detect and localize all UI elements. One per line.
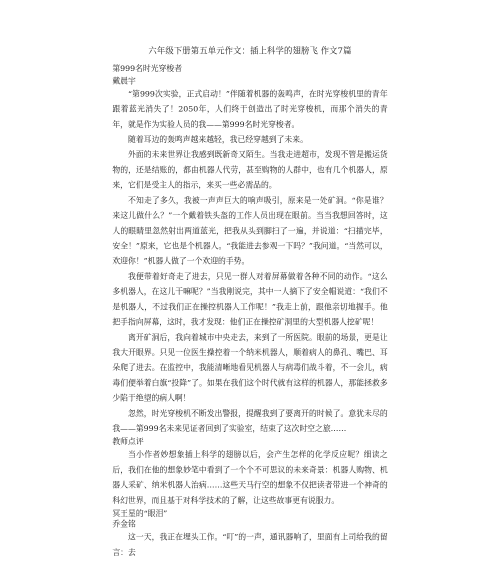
story1-paragraph-3: 外面的未来世界让我感到既新奇又陌生。当我走进超市，发现不管是搬运货物的，还是结账的，都由机器人代劳，甚至购物的人群中，也有几个机器人，原来，它们是受主人的指示，来买一些必需品的。 bbox=[112, 149, 388, 190]
document-page bbox=[69, 0, 431, 558]
story1-paragraph-6: 离开矿洞后，我向着城市中央走去，来到了一所医院。眼前的场景，更是让我大开眼界。只见一位医生操控着一个纳米机器人，顺着病人的鼻孔、嘴巴、耳朵爬了进去。在监控中，我能清晰地看见机器人与病毒们战斗着，不一会儿，病毒们便举着白旗“投降”了。如果在我们这个时代就有这样的机器人，那能拯救多少陷于绝望的病人啊！ bbox=[112, 332, 388, 403]
story1-author: 戴晨宇 bbox=[112, 76, 136, 86]
story1-paragraph-7: 忽然，时光穿梭机不断发出警报，提醒我到了要离开的时候了。意犹未尽的我——第999名未来见证者回到了实验室，结束了这次时空之旅…… bbox=[112, 408, 388, 434]
story1-paragraph-5: 我便带着好奇走了进去，只见一群人对着屏幕做着各种不同的动作。“这么多机器人，在这儿干嘛呢？”当我刚说完，其中一人摘下了安全帽说道：“我们不是机器人，不过我们正在操控机器人工作呢！”我走上前，跟他亲切地握手。他把手指向屏幕，这时，我才发现：他们正在操控矿洞里的大型机器人挖矿呢！ bbox=[112, 271, 388, 327]
story1-paragraph-2: 随着耳边的轰鸣声越来越轻，我已经穿越到了未来。 bbox=[127, 134, 308, 145]
teacher-comment-label: 教师点评 bbox=[112, 436, 144, 447]
story2-title: 冥王星的“眼泪” bbox=[112, 508, 168, 518]
story1-title: 第999名时光穿梭者 bbox=[112, 63, 183, 74]
story2-author: 乔金铭 bbox=[112, 519, 136, 529]
story1-paragraph-1: “第999次实验，正式启动！”伴随着机器的轰鸣声，在时光穿梭机里的青年跟着蓝光消失了！2050年，人们终于创造出了时光穿梭机，而那个消失的青年，就是作为实验人员的我——第999名时光穿梭者。 bbox=[112, 89, 388, 129]
story2-first-line: 这一天，我正在埋头工作。“叮”的一声，通讯器响了，里面有上司给我的留言：去 bbox=[112, 532, 388, 558]
teacher-comment: 当小作者妙想象插上科学的翅膀以后，会产生怎样的化学反应呢？细读之后，我们在他的想象妙笔中看到了一个个不可思议的未来奇景：机器人购物、机器人采矿、纳米机器人治病……这些天马行空的想象不仅把读者带进一个神奇的科幻世界，而且基于对科学技术的了解，让这些故事更有说服力。 bbox=[112, 449, 388, 505]
story1-paragraph-4: 不知走了多久，我被一声声巨大的响声吸引，原来是一处矿洞。“你是谁？来这儿做什么？”一个戴着铁头盔的工作人员出现在眼前。当当我想回答时，这人的眼睛里忽然射出两道蓝光，把我从头到脚扫了一遍，并说道：“扫描完毕，安全！”原来，它也是个机器人。“我能进去参观一下吗？”我问道。“当然可以，欢迎你！”机器人做了一个欢迎的手势。 bbox=[112, 195, 388, 266]
document-title: 六年级下册第五单元作文：插上科学的翅膀飞 作文7篇 bbox=[148, 45, 352, 56]
